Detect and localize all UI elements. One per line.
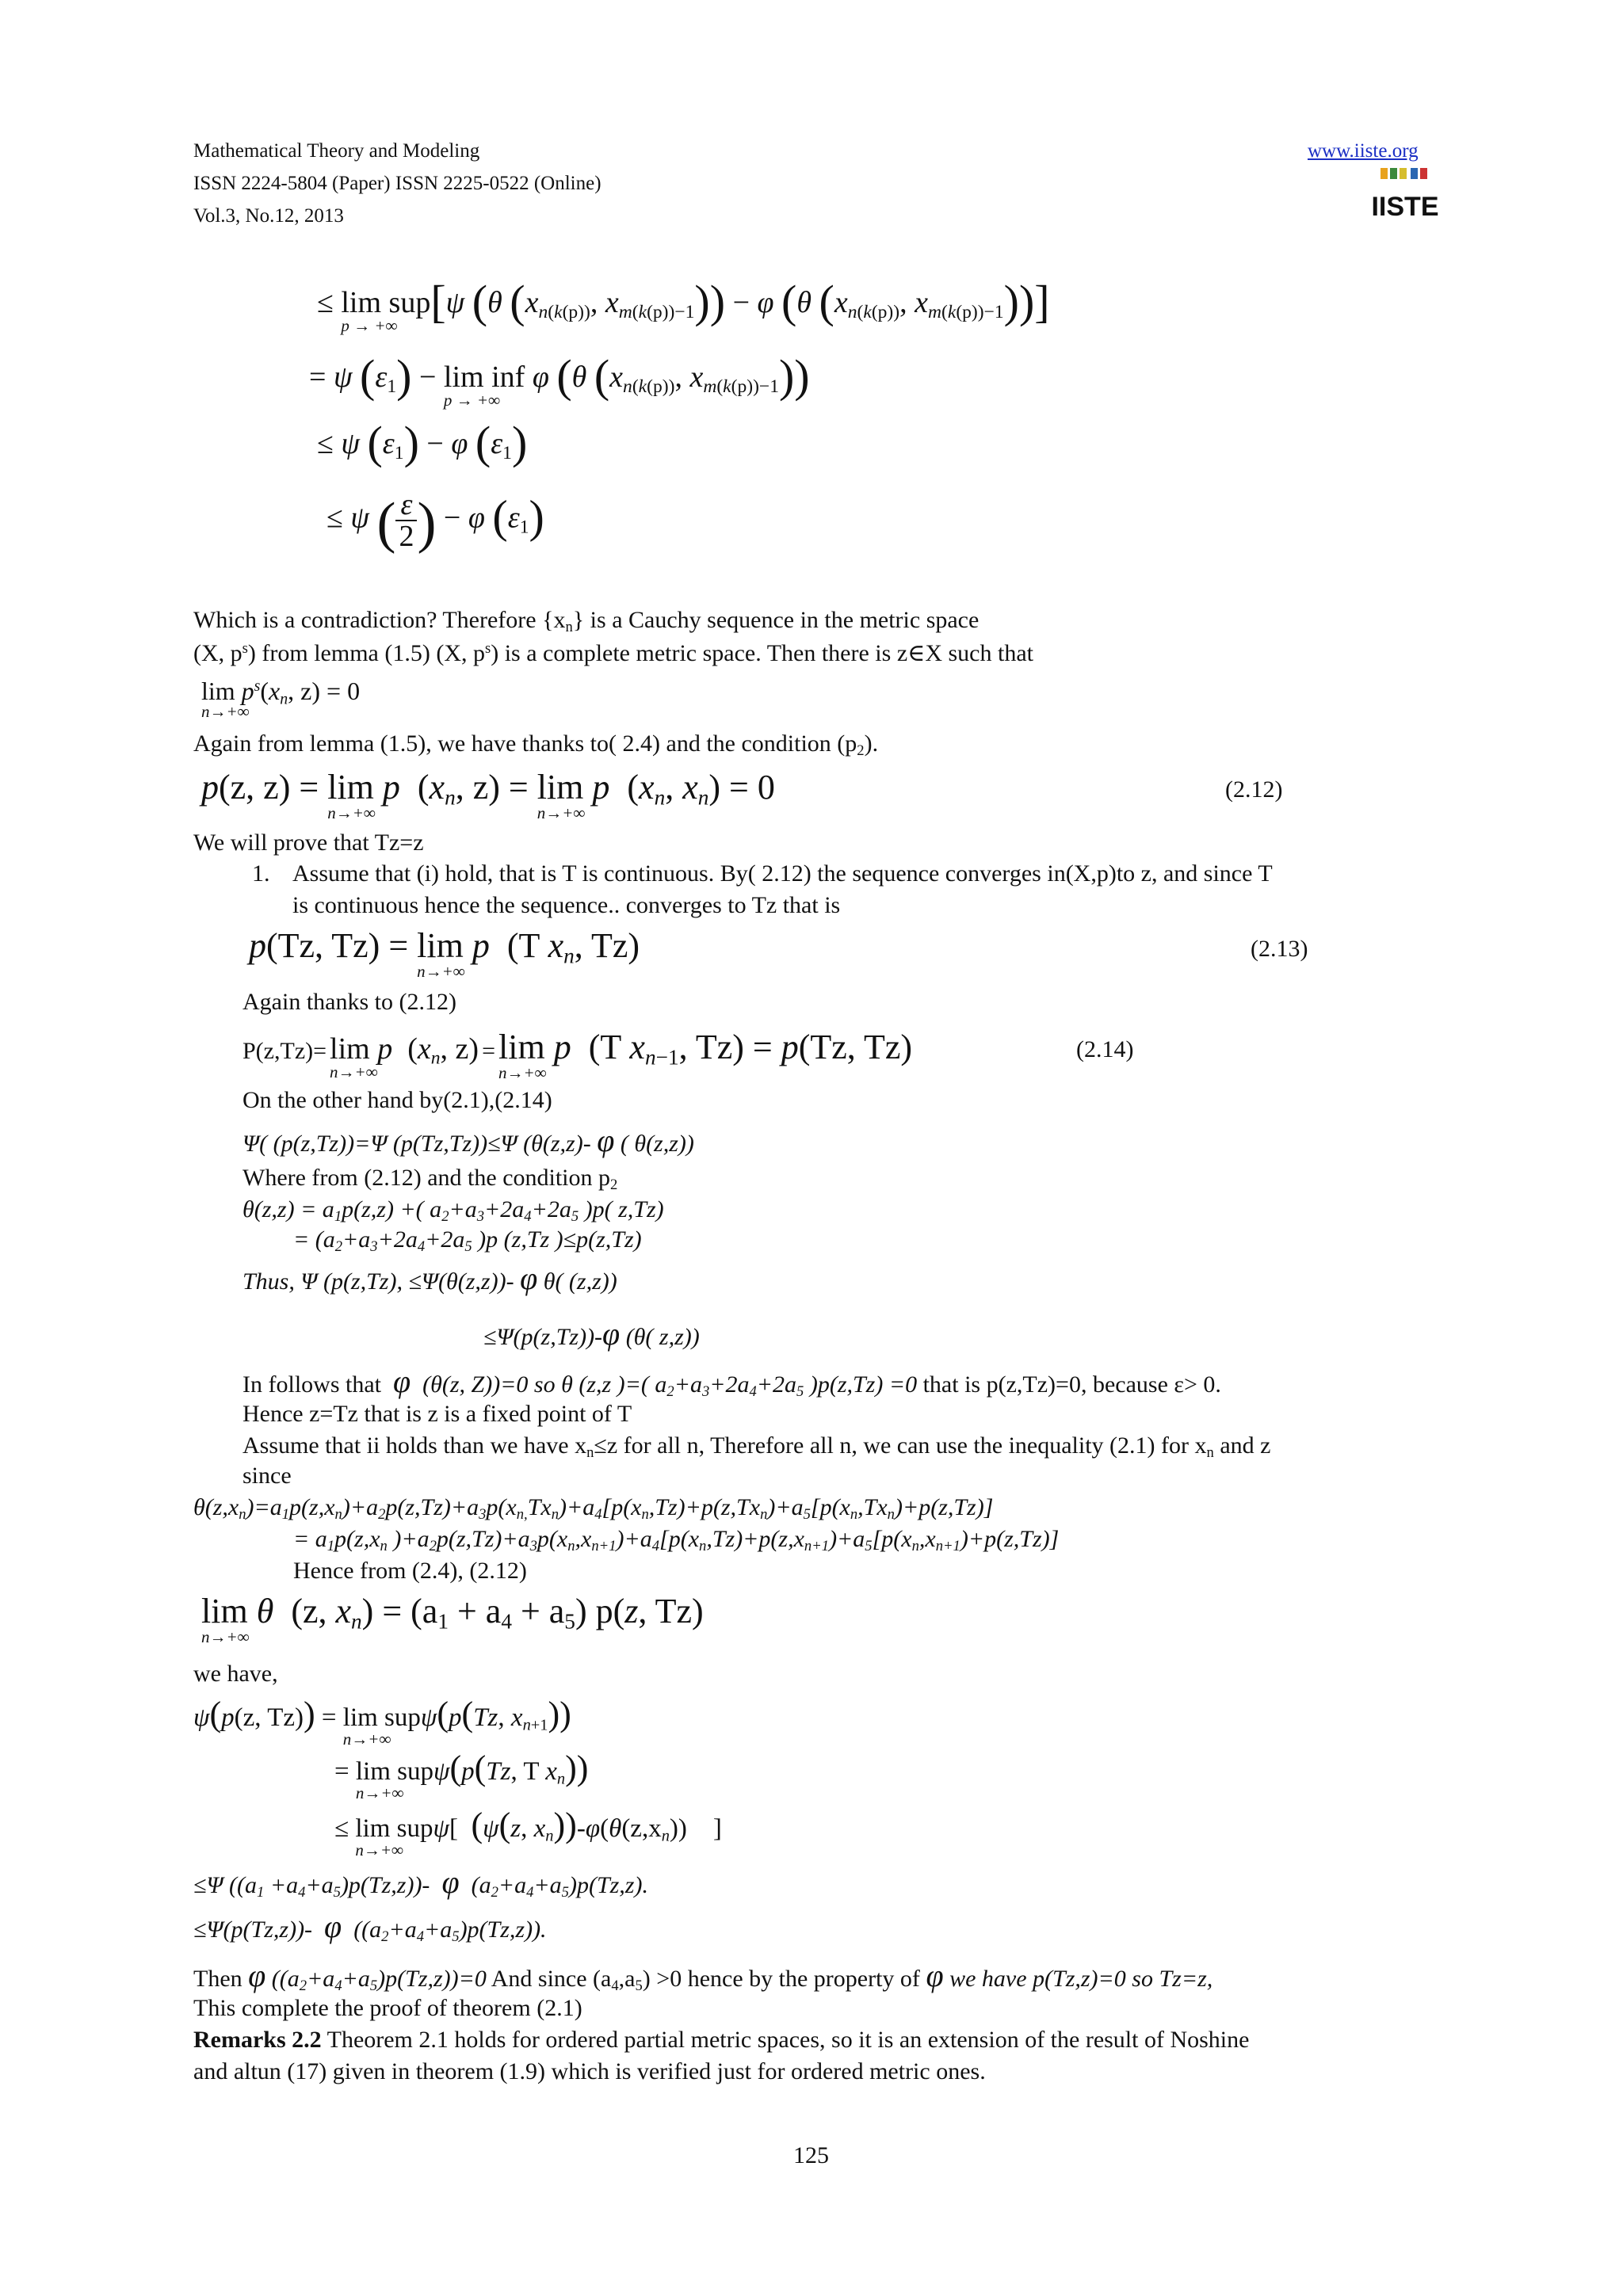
svg-text:IISTE: IISTE (1371, 192, 1439, 222)
psi-chain-line-1: ψ(p(z, Tz)) = lim n→+∞ supψ(p(Tz, $x_{n+1}$)) (193, 1695, 571, 1749)
equation-limit-ps: lim n→+∞ $p^s(x_n$, z) = 0 (201, 677, 361, 721)
equation-line-4: ≤ ψ ( $\frac{\varepsilon}{2}$ ) − φ $(\varepsilon_1)$ (327, 488, 544, 555)
paragraph-prove-tz: We will prove that Tz=z (193, 830, 424, 856)
paragraph-proof-complete: This complete the proof of theorem (2.1) (193, 1995, 582, 2021)
theta-zxn-line-1: $\theta(z,x_n)=a_1p(z,x_n)+a_2p(z,Tz)+a_3p(x_{n,}Tx_n)+a_4[p(x_n,Tz)+p(z,Tx_n)+a_5[p(x_n,Tx_n)+p(z,Tz)]$ (193, 1494, 994, 1524)
paragraph-assume-ii: Assume that ii holds than we have $x_n\le z$ for all n, Therefore all n, we can use the inequality (2.1) for $x_n$ and z (242, 1432, 1271, 1462)
page-number: 125 (793, 2142, 829, 2168)
equation-2-14: P(z,Tz)= lim n→+∞ p ($x_n$, z) = lim n→+∞ p (T $x_{n-1}$, Tz) = p(Tz, Tz) (242, 1028, 913, 1082)
le-psi-tz-line: ≤Ψ(p(Tz,z))- φ $((a_2+a_4+a_5)p(Tz,z))$. (193, 1909, 547, 1946)
le-psi-a1-line: ≤Ψ $((a_1 +a_4+a_5)p(Tz,z))-$ φ $(a_2+a_4+a_5)p(Tz,z)$. (193, 1864, 648, 1901)
equation-line-3: ≤ ψ $(\varepsilon_1) - \varphi$ $(\varepsilon_1)$ (317, 417, 528, 468)
psi-chain-line-2: = lim n→+∞ supψ(p(Tz, T $x_n$)) (334, 1749, 589, 1802)
item-1-line-2: is continuous hence the sequence.. converges to Tz that is (292, 892, 841, 918)
paragraph-contradiction: Which is a contradiction? Therefore $\{x_n\}$ is a Cauchy sequence in the metric space (193, 607, 980, 636)
journal-title: Mathematical Theory and Modeling (193, 140, 480, 162)
theta-zxn-line-2: = $a_1p(z,x_n$ )$+a_2p(z,Tz)+a_3p(x_n,x_{n+1})+a_4[p(x_n,Tz)+p(z,x_{n+1})+a_5[p(x_n,x_{n+1})+p(z,Tz)]$ (293, 1526, 1060, 1555)
equation-line-2: = ψ $(\varepsilon_1) - \lim$ p → +∞ inf φ (θ ($x_{n(k(p))}$, $x_{m(k(p))-1}$)) (309, 350, 810, 410)
remarks-line-1: Remarks 2.2 Theorem 2.1 holds for ordered partial metric spaces, so it is an extension of the result of Noshine (193, 2027, 1250, 2053)
paragraph-again-lemma: Again from lemma (1.5), we have thanks to( 2.4) and the condition $(p_2)$. (193, 730, 879, 760)
paragraph-again-thanks: Again thanks to (2.12) (242, 989, 456, 1015)
iiste-logo (1371, 166, 1439, 227)
website-link[interactable]: www.iiste.org (1308, 140, 1419, 162)
paragraph-since: since (242, 1463, 292, 1489)
equation-label-2-13: (2.13) (1251, 936, 1308, 962)
theta-line-2: = ($a_2+a_3+2a_4+2a_5$ )p (z,Tz )≤p(z,Tz) (293, 1226, 642, 1256)
equation-label-2-14: (2.14) (1076, 1036, 1134, 1062)
equation-lim-theta: lim n→+∞ θ (z, $x_n) = (a_1 + a_4 + a_5)$ p(z, Tz) (201, 1592, 704, 1646)
equation-line-1: ≤ lim p → +∞ sup[ψ (θ ($x_{n(k(p))}$, $x_{m(k(p))-1})) - \varphi$ (θ ($x_{n(k(p))}$, $x_{m(k(p))-1}$))] (317, 276, 1050, 336)
le-psi-line: ≤Ψ(p(z,Tz))-φ (θ( z,z)) (483, 1316, 700, 1352)
item-1-line-1: Assume that (i) hold, that is T is continuous. By( 2.12) the sequence converges in(X,p)to z, and since T (292, 860, 1273, 887)
theta-line-1: $\theta(z,z) = a_1p(z,z)$ +( $a_2+a_3+2a_4+2a_5$ )p( z,Tz) (242, 1196, 664, 1226)
paragraph-we-have: we have, (193, 1661, 278, 1687)
paragraph-complete-space: (X, $p^s$) from lemma (1.5) (X, $p^s$) is a complete metric space. Then there is z∈X such that (193, 639, 1033, 666)
item-1-number: 1. (252, 860, 270, 887)
volume-line: Vol.3, No.12, 2013 (193, 205, 344, 227)
remarks-line-2: and altun (17) given in theorem (1.9) which is verified just for ordered metric ones. (193, 2058, 986, 2084)
paragraph-follows: In follows that φ (θ(z, Z))=0 so θ (z,z )=( $a_2+a_3+2a_4+2a_5$ )p(z,Tz) =0 that is p(z,Tz)=0, because ε> 0. (242, 1363, 1221, 1401)
paragraph-hence-from: Hence from (2.4), (2.12) (293, 1558, 527, 1584)
psi-chain-line-3: ≤ lim n→+∞ supψ[ (ψ(z, $x_n))-\varphi(\theta(z,x_n))$ ] (334, 1806, 722, 1859)
paragraph-fixed-point: Hence z=Tz that is z is a fixed point of T (242, 1401, 632, 1427)
thus-line: Thus, Ψ (p(z,Tz), ≤Ψ(θ(z,z))- φ θ( (z,z)) (242, 1261, 617, 1296)
psi-inequality-line: Ψ( (p(z,Tz))=Ψ (p(Tz,Tz))≤Ψ (θ(z,z)- φ ( θ(z,z)) (242, 1123, 694, 1158)
issn-line: ISSN 2224-5804 (Paper) ISSN 2225-0522 (Online) (193, 173, 601, 194)
paragraph-where-from: Where from (2.12) and the condition $p_2$ (242, 1165, 618, 1194)
paragraph-then: Then φ $((a_2+a_4+a_5)p(Tz,z))=0$ And since $(a_4,a_5) >0$ hence by the property of φ we have p(Tz,z)=0 so Tz=z, (193, 1958, 1213, 1995)
equation-label-2-12: (2.12) (1225, 776, 1283, 803)
paragraph-other-hand: On the other hand by(2.1),(2.14) (242, 1087, 552, 1113)
equation-2-12: p(z, z) = lim n→+∞ p ($x_n$, z) = lim n→+∞ p ($x_n$, $x_n) = 0$ (201, 768, 775, 822)
equation-2-13: p(Tz, Tz) = lim n→+∞ p (T $x_n$, Tz) (249, 926, 640, 981)
